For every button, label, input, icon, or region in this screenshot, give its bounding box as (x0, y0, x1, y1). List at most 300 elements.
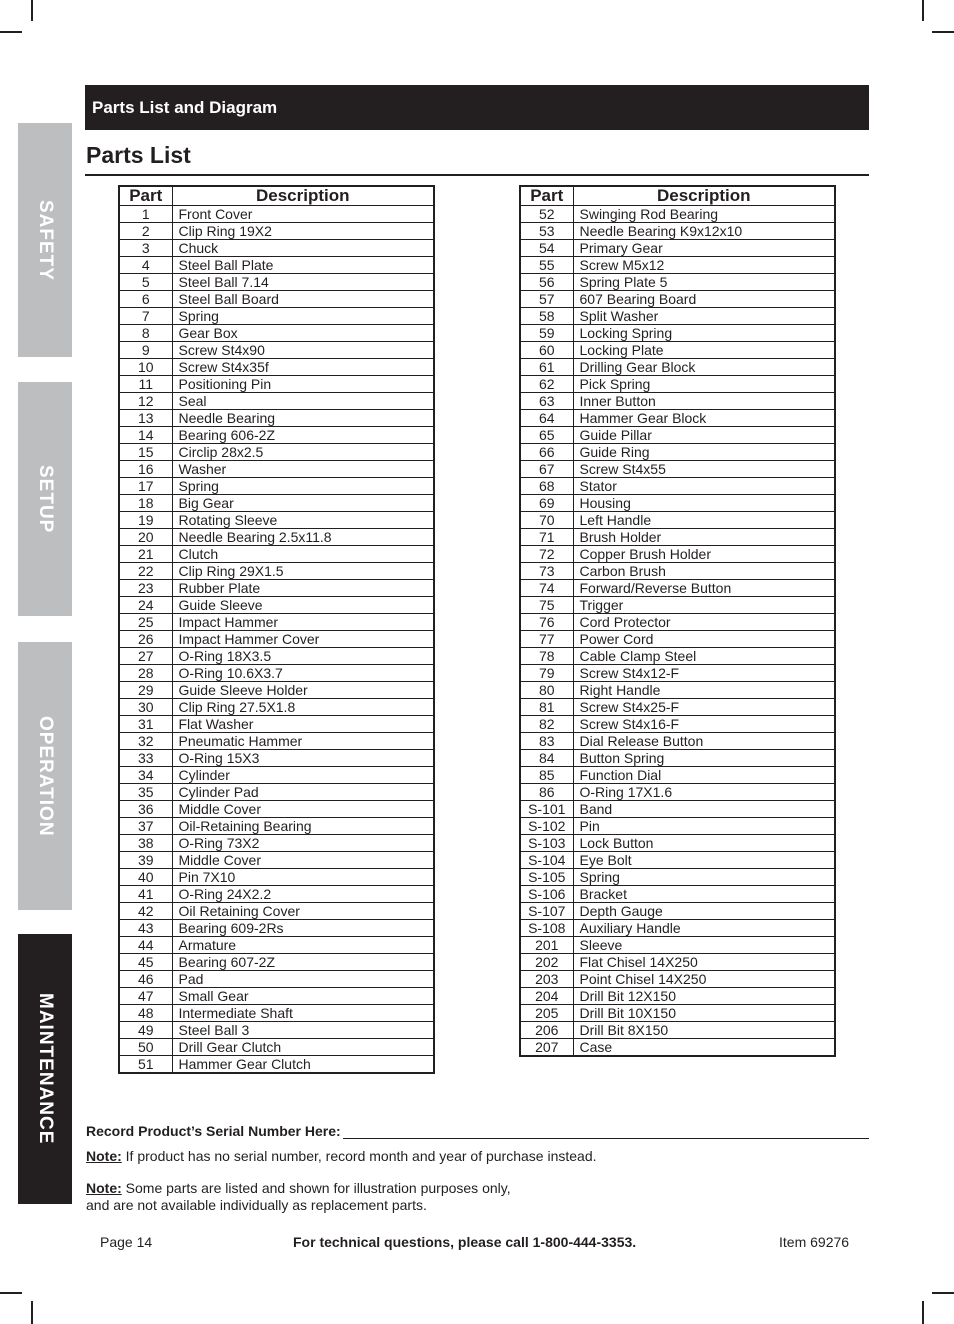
table-row (119, 580, 434, 597)
part-description: Cord Protector (573, 614, 835, 631)
part-number: 32 (119, 733, 172, 750)
table-row (520, 886, 835, 903)
part-description: Screw St4x16-F (573, 716, 835, 733)
part-number: 59 (520, 325, 573, 342)
table-row (520, 903, 835, 920)
part-description: Gear Box (172, 325, 434, 342)
table-row (520, 427, 835, 444)
crop-mark (0, 31, 22, 33)
part-number: 207 (520, 1039, 573, 1057)
part-number: 64 (520, 410, 573, 427)
part-number: 71 (520, 529, 573, 546)
part-description: Steel Ball Plate (172, 257, 434, 274)
table-row (119, 631, 434, 648)
table-row (119, 427, 434, 444)
part-description: Brush Holder (573, 529, 835, 546)
part-number: S-102 (520, 818, 573, 835)
part-number: 37 (119, 818, 172, 835)
part-number: 78 (520, 648, 573, 665)
part-number: 46 (119, 971, 172, 988)
part-description: Big Gear (172, 495, 434, 512)
table-row (520, 223, 835, 240)
part-number: 203 (520, 971, 573, 988)
part-number: 61 (520, 359, 573, 376)
table-row (119, 461, 434, 478)
part-description: O-Ring 24X2.2 (172, 886, 434, 903)
part-description: Guide Pillar (573, 427, 835, 444)
part-number: 24 (119, 597, 172, 614)
part-description: Guide Sleeve Holder (172, 682, 434, 699)
table-row (520, 1005, 835, 1022)
table-row (520, 580, 835, 597)
part-description: Spring (172, 478, 434, 495)
part-number: 50 (119, 1039, 172, 1056)
part-number: 55 (520, 257, 573, 274)
part-description: Front Cover (172, 206, 434, 223)
table-row (520, 937, 835, 954)
part-number: 49 (119, 1022, 172, 1039)
part-description: Left Handle (573, 512, 835, 529)
part-number: 5 (119, 274, 172, 291)
table-row (520, 257, 835, 274)
note-text: If product has no serial number, record month and year of purchase instead. (121, 1148, 597, 1164)
table-row (119, 529, 434, 546)
part-description: Screw St4x55 (573, 461, 835, 478)
part-description: Needle Bearing K9x12x10 (573, 223, 835, 240)
part-description: Lock Button (573, 835, 835, 852)
table-row (119, 716, 434, 733)
part-description: Clip Ring 29X1.5 (172, 563, 434, 580)
part-number: 66 (520, 444, 573, 461)
part-number: 28 (119, 665, 172, 682)
part-number: S-103 (520, 835, 573, 852)
part-number: S-105 (520, 869, 573, 886)
table-row (119, 444, 434, 461)
part-description: Screw St4x90 (172, 342, 434, 359)
table-row (119, 1022, 434, 1039)
part-description: Impact Hammer Cover (172, 631, 434, 648)
part-column-header: Part (119, 186, 172, 206)
part-number: S-101 (520, 801, 573, 818)
section-header: Parts List and Diagram (85, 85, 869, 130)
table-row (520, 988, 835, 1005)
table-row (119, 767, 434, 784)
part-number: 31 (119, 716, 172, 733)
side-tab-label: OPERATION (35, 715, 56, 837)
part-description: Circlip 28x2.5 (172, 444, 434, 461)
part-number: 3 (119, 240, 172, 257)
part-number: 84 (520, 750, 573, 767)
serial-number-label: Record Product’s Serial Number Here: (86, 1123, 341, 1139)
table-row (119, 682, 434, 699)
table-row (520, 444, 835, 461)
part-description: Stator (573, 478, 835, 495)
table-row (520, 376, 835, 393)
table-row (520, 665, 835, 682)
part-number: 57 (520, 291, 573, 308)
parts-table-left-body (119, 206, 434, 1074)
part-description: Impact Hammer (172, 614, 434, 631)
part-number: 51 (119, 1056, 172, 1074)
table-row (119, 291, 434, 308)
part-description: Bearing 609-2Rs (172, 920, 434, 937)
part-number: 21 (119, 546, 172, 563)
part-description: Clip Ring 27.5X1.8 (172, 699, 434, 716)
part-description: Screw M5x12 (573, 257, 835, 274)
table-row (520, 342, 835, 359)
part-number: 16 (119, 461, 172, 478)
part-number: 13 (119, 410, 172, 427)
part-description: Hammer Gear Block (573, 410, 835, 427)
table-row (119, 733, 434, 750)
part-number: 15 (119, 444, 172, 461)
part-number: 86 (520, 784, 573, 801)
table-row (520, 274, 835, 291)
part-description: O-Ring 17X1.6 (573, 784, 835, 801)
table-row (520, 359, 835, 376)
table-row (119, 903, 434, 920)
part-number: 41 (119, 886, 172, 903)
part-number: 1 (119, 206, 172, 223)
part-description: Drilling Gear Block (573, 359, 835, 376)
part-description: Intermediate Shaft (172, 1005, 434, 1022)
part-description: Clutch (172, 546, 434, 563)
table-row (119, 886, 434, 903)
part-number: 29 (119, 682, 172, 699)
table-row (520, 529, 835, 546)
part-number: 202 (520, 954, 573, 971)
table-row (119, 546, 434, 563)
table-row (119, 648, 434, 665)
part-description: Copper Brush Holder (573, 546, 835, 563)
part-description: Oil-Retaining Bearing (172, 818, 434, 835)
part-number: 35 (119, 784, 172, 801)
part-description: Guide Sleeve (172, 597, 434, 614)
table-row (520, 648, 835, 665)
part-description: Case (573, 1039, 835, 1057)
table-row (520, 478, 835, 495)
table-row (520, 767, 835, 784)
table-row (520, 563, 835, 580)
note-text: Some parts are listed and shown for illustration purposes only, (121, 1180, 511, 1196)
table-row (520, 1022, 835, 1039)
part-description: O-Ring 18X3.5 (172, 648, 434, 665)
table-row (119, 699, 434, 716)
part-number: 52 (520, 206, 573, 223)
part-number: 47 (119, 988, 172, 1005)
table-row (520, 1039, 835, 1057)
part-description: Flat Washer (172, 716, 434, 733)
part-number: 82 (520, 716, 573, 733)
table-row (119, 308, 434, 325)
part-description: Clip Ring 19X2 (172, 223, 434, 240)
part-description: Band (573, 801, 835, 818)
part-description: Split Washer (573, 308, 835, 325)
table-row (520, 614, 835, 631)
part-description: Screw St4x12-F (573, 665, 835, 682)
part-number: 19 (119, 512, 172, 529)
table-row (520, 325, 835, 342)
table-row (119, 971, 434, 988)
part-description: Swinging Rod Bearing (573, 206, 835, 223)
part-number: 74 (520, 580, 573, 597)
part-number: 12 (119, 393, 172, 410)
part-number: 75 (520, 597, 573, 614)
parts-table-right-body (520, 206, 835, 1057)
table-row (520, 716, 835, 733)
table-row (119, 1039, 434, 1056)
part-description: Middle Cover (172, 801, 434, 818)
part-number: 204 (520, 988, 573, 1005)
note-label: Note: (86, 1148, 122, 1164)
part-description: Seal (172, 393, 434, 410)
part-description: Middle Cover (172, 852, 434, 869)
table-row (520, 410, 835, 427)
part-description: Steel Ball 3 (172, 1022, 434, 1039)
table-row (119, 852, 434, 869)
table-row (119, 988, 434, 1005)
part-description: Needle Bearing (172, 410, 434, 427)
part-number: 73 (520, 563, 573, 580)
part-description: Bearing 607-2Z (172, 954, 434, 971)
crop-mark (922, 0, 924, 21)
table-row (119, 801, 434, 818)
table-row (520, 682, 835, 699)
table-row (119, 920, 434, 937)
part-number: 76 (520, 614, 573, 631)
table-row (119, 563, 434, 580)
part-number: 77 (520, 631, 573, 648)
part-number: S-106 (520, 886, 573, 903)
part-number: 22 (119, 563, 172, 580)
item-number: Item 69276 (779, 1234, 850, 1250)
part-number: 6 (119, 291, 172, 308)
part-number: 14 (119, 427, 172, 444)
part-number: 23 (119, 580, 172, 597)
part-description: Eye Bolt (573, 852, 835, 869)
table-row (119, 937, 434, 954)
table-row (520, 852, 835, 869)
part-description: Right Handle (573, 682, 835, 699)
parts-table-right (519, 185, 836, 1057)
part-description: Drill Bit 10X150 (573, 1005, 835, 1022)
table-row (520, 291, 835, 308)
part-number: 10 (119, 359, 172, 376)
side-tab-operation[interactable] (18, 642, 72, 910)
part-number: 79 (520, 665, 573, 682)
table-row (520, 546, 835, 563)
table-row (119, 410, 434, 427)
part-number: 18 (119, 495, 172, 512)
part-number: 81 (520, 699, 573, 716)
part-description: 607 Bearing Board (573, 291, 835, 308)
part-number: 83 (520, 733, 573, 750)
side-tab-safety[interactable] (18, 123, 72, 357)
part-number: 26 (119, 631, 172, 648)
part-description: Inner Button (573, 393, 835, 410)
table-row (520, 393, 835, 410)
table-row (119, 274, 434, 291)
part-number: 4 (119, 257, 172, 274)
part-number: 58 (520, 308, 573, 325)
part-number: 205 (520, 1005, 573, 1022)
part-description: Screw St4x25-F (573, 699, 835, 716)
table-row (119, 784, 434, 801)
part-description: Drill Bit 12X150 (573, 988, 835, 1005)
table-row (119, 257, 434, 274)
table-row (119, 1056, 434, 1074)
part-description: Spring Plate 5 (573, 274, 835, 291)
part-number: 7 (119, 308, 172, 325)
table-row (119, 614, 434, 631)
part-number: 2 (119, 223, 172, 240)
part-description: Flat Chisel 14X250 (573, 954, 835, 971)
part-description: Pin 7X10 (172, 869, 434, 886)
page-number: Page 14 (100, 1234, 153, 1250)
part-description: Cylinder (172, 767, 434, 784)
crop-mark (922, 1301, 924, 1324)
part-description: Forward/Reverse Button (573, 580, 835, 597)
table-row (520, 869, 835, 886)
part-number: 67 (520, 461, 573, 478)
serial-number-field[interactable] (343, 1122, 869, 1139)
part-description: Oil Retaining Cover (172, 903, 434, 920)
part-number: 42 (119, 903, 172, 920)
part-description: Primary Gear (573, 240, 835, 257)
part-number: 70 (520, 512, 573, 529)
description-column-header: Description (573, 186, 835, 206)
part-number: 44 (119, 937, 172, 954)
side-tab-label: SETUP (35, 464, 56, 534)
support-phone-text: For technical questions, please call 1-800-444-3353. (293, 1234, 637, 1250)
part-description: Housing (573, 495, 835, 512)
part-description: Point Chisel 14X250 (573, 971, 835, 988)
part-number: 45 (119, 954, 172, 971)
table-row (520, 818, 835, 835)
table-row (119, 342, 434, 359)
part-number: 206 (520, 1022, 573, 1039)
table-row (119, 393, 434, 410)
part-description: Spring (172, 308, 434, 325)
part-description: Depth Gauge (573, 903, 835, 920)
part-number: S-108 (520, 920, 573, 937)
table-header-row (520, 186, 835, 206)
description-column-header: Description (172, 186, 434, 206)
part-description: O-Ring 15X3 (172, 750, 434, 767)
table-row (119, 206, 434, 223)
table-row (520, 512, 835, 529)
table-row (520, 631, 835, 648)
table-row (119, 869, 434, 886)
part-description: Pick Spring (573, 376, 835, 393)
part-description: Sleeve (573, 937, 835, 954)
crop-mark (31, 0, 33, 21)
part-number: 11 (119, 376, 172, 393)
table-row (520, 784, 835, 801)
table-row (119, 1005, 434, 1022)
note-illustration (86, 1180, 511, 1214)
table-row (520, 835, 835, 852)
crop-mark (932, 31, 954, 33)
part-number: 25 (119, 614, 172, 631)
part-number: 63 (520, 393, 573, 410)
part-number: S-104 (520, 852, 573, 869)
part-description: Bracket (573, 886, 835, 903)
table-row (520, 206, 835, 223)
part-column-header: Part (520, 186, 573, 206)
table-row (520, 699, 835, 716)
part-number: 72 (520, 546, 573, 563)
part-description: Screw St4x35f (172, 359, 434, 376)
part-description: Guide Ring (573, 444, 835, 461)
part-description: Function Dial (573, 767, 835, 784)
table-row (119, 597, 434, 614)
table-row (119, 376, 434, 393)
part-number: 60 (520, 342, 573, 359)
table-row (119, 665, 434, 682)
part-description: O-Ring 73X2 (172, 835, 434, 852)
table-row (520, 971, 835, 988)
part-number: 53 (520, 223, 573, 240)
part-description: Cylinder Pad (172, 784, 434, 801)
table-row (119, 359, 434, 376)
table-row (520, 240, 835, 257)
table-header-row (119, 186, 434, 206)
side-tab-maintenance[interactable] (18, 934, 72, 1204)
part-description: Steel Ball 7.14 (172, 274, 434, 291)
part-number: 85 (520, 767, 573, 784)
part-description: Pin (573, 818, 835, 835)
part-number: 80 (520, 682, 573, 699)
part-description: Trigger (573, 597, 835, 614)
part-description: Locking Plate (573, 342, 835, 359)
note-text-continued: and are not available individually as replacement parts. (86, 1197, 427, 1213)
part-description: Dial Release Button (573, 733, 835, 750)
part-description: Carbon Brush (573, 563, 835, 580)
part-number: 38 (119, 835, 172, 852)
note-label: Note: (86, 1180, 122, 1196)
part-number: 65 (520, 427, 573, 444)
part-number: 69 (520, 495, 573, 512)
part-description: Pad (172, 971, 434, 988)
part-number: 39 (119, 852, 172, 869)
part-description: Power Cord (573, 631, 835, 648)
table-row (520, 308, 835, 325)
part-description: Button Spring (573, 750, 835, 767)
part-number: 9 (119, 342, 172, 359)
table-row (520, 801, 835, 818)
table-row (520, 733, 835, 750)
part-description: Drill Gear Clutch (172, 1039, 434, 1056)
part-number: 33 (119, 750, 172, 767)
part-number: 20 (119, 529, 172, 546)
table-row (119, 512, 434, 529)
part-description: Chuck (172, 240, 434, 257)
part-number: S-107 (520, 903, 573, 920)
part-number: 201 (520, 937, 573, 954)
part-description: Locking Spring (573, 325, 835, 342)
part-description: Cable Clamp Steel (573, 648, 835, 665)
part-description: Drill Bit 8X150 (573, 1022, 835, 1039)
part-description: Armature (172, 937, 434, 954)
note-serial (86, 1148, 597, 1165)
table-row (520, 920, 835, 937)
crop-mark (0, 1292, 22, 1294)
part-description: Rotating Sleeve (172, 512, 434, 529)
side-tab-setup[interactable] (18, 382, 72, 616)
table-row (119, 818, 434, 835)
table-row (119, 240, 434, 257)
